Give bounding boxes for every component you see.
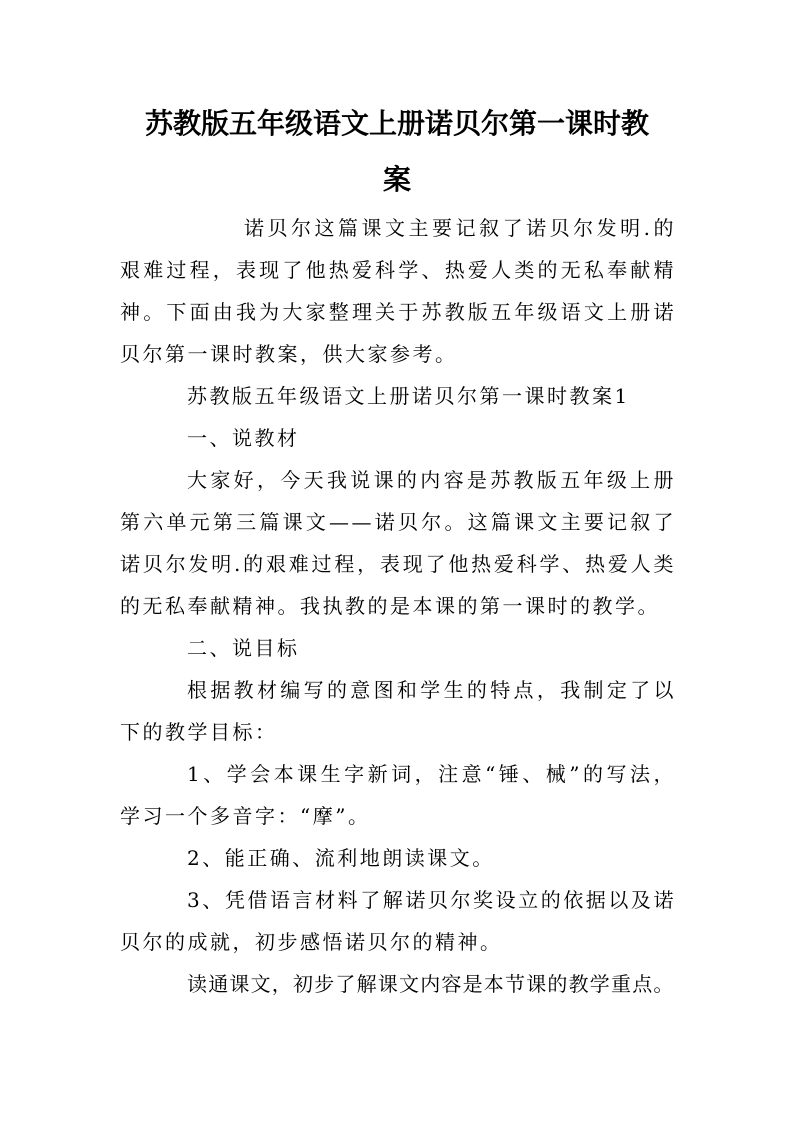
goal-item-3: 3、凭借语言材料了解诺贝尔奖设立的依据以及诺贝尔的成就，初步感悟诺贝尔的精神。 [120, 888, 676, 954]
teaching-focus-paragraph: 读通课文，初步了解课文内容是本节课的教学重点。 [187, 972, 675, 996]
title-line-2: 案 [382, 163, 411, 196]
intro-paragraph: 诺贝尔这篇课文主要记叙了诺贝尔发明.的艰难过程，表现了他热爱科学、热爱人类的无私奉献精神。下面由我为大家整理关于苏教版五年级语文上册诺贝尔第一课时教案，供大家参考。 [120, 216, 676, 366]
document-body [120, 207, 676, 1005]
section-heading-goals: 二、说目标 [187, 636, 300, 660]
textbook-paragraph: 大家好，今天我说课的内容是苏教版五年级上册第六单元第三篇课文——诺贝尔。这篇课文主要记叙了诺贝尔发明.的艰难过程，表现了他热爱科学、热爱人类的无私奉献精神。我执教的是本课的第一课时的教学。 [120, 468, 676, 618]
section-heading-textbook: 一、说教材 [187, 426, 300, 450]
goal-item-2: 2、能正确、流利地朗读课文。 [187, 846, 495, 870]
goal-item-1: 1、学会本课生字新词，注意“锤、械”的写法，学习一个多音字：“摩”。 [120, 762, 676, 828]
title-line-1: 苏教版五年级语文上册诺贝尔第一课时教 [144, 107, 649, 140]
goals-intro-paragraph: 根据教材编写的意图和学生的特点，我制定了以下的教学目标： [120, 678, 676, 744]
lesson-plan-heading: 苏教版五年级语文上册诺贝尔第一课时教案1 [187, 384, 630, 408]
document-title [120, 96, 674, 208]
